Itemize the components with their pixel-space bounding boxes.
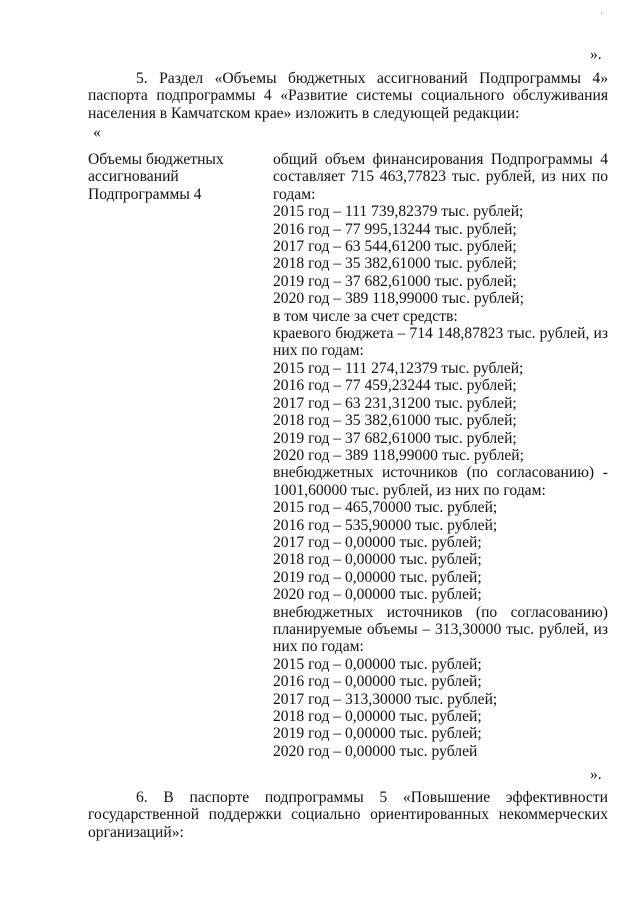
regional-year-2015: 2015 год – 111 274,12379 тыс. рублей; [273, 359, 524, 377]
closing-quote-table: ». [590, 766, 602, 783]
extrabudget-intro: внебюджетных источников (по согласованию) - 1001,60000 тыс. рублей, из них по годам: [273, 464, 608, 499]
regional-budget-intro: краевого бюджета – 714 148,87823 тыс. рублей, из них по годам: [273, 325, 608, 360]
extrabudget-year-2016: 2016 год – 535,90000 тыс. рублей; [273, 516, 498, 534]
extrabudget-year-2020: 2020 год – 0,00000 тыс. рублей; [273, 586, 482, 604]
section-5-paragraph: 5. Раздел «Объемы бюджетных ассигнований Подпрограммы 4» паспорта подпрограммы 4 «Развитие системы социального обслуживания населения в Камчатском крае» изложить в следующей редакции: [88, 70, 608, 122]
regional-year-2016: 2016 год – 77 459,23244 тыс. рублей; [273, 377, 517, 395]
scan-mark: · [600, 8, 603, 18]
closing-quote-top: ». [590, 46, 602, 63]
total-year-2020: 2020 год – 389 118,99000 тыс. рублей; [273, 290, 524, 308]
table-right-content [273, 151, 608, 760]
total-financing-intro: общий объем финансирования Подпрограммы 4 составляет 715 463,77823 тыс. рублей, из них по годам: [273, 151, 608, 203]
planned-year-2015: 2015 год – 0,00000 тыс. рублей; [273, 655, 482, 673]
section-6-paragraph: 6. В паспорте подпрограммы 5 «Повышение эффективности государственной поддержки социально ориентированных некоммерческих организаций»: [88, 789, 608, 841]
extrabudget-year-2018: 2018 год – 0,00000 тыс. рублей; [273, 551, 482, 569]
regional-year-2018: 2018 год – 35 382,61000 тыс. рублей; [273, 412, 517, 430]
planned-year-2016: 2016 год – 0,00000 тыс. рублей; [273, 673, 482, 691]
total-year-2016: 2016 год – 77 995,13244 тыс. рублей; [273, 220, 517, 238]
total-year-2015: 2015 год – 111 739,82379 тыс. рублей; [273, 203, 524, 221]
extrabudget-planned-intro: внебюджетных источников (по согласованию) планируемые объемы – 313,30000 тыс. рублей, из них по годам: [273, 603, 608, 656]
extrabudget-year-2017: 2017 год – 0,00000 тыс. рублей; [273, 533, 482, 551]
planned-year-2018: 2018 год – 0,00000 тыс. рублей; [273, 708, 482, 725]
regional-year-2020: 2020 год – 389 118,99000 тыс. рублей; [273, 446, 524, 464]
planned-year-2019: 2019 год – 0,00000 тыс. рублей; [273, 725, 482, 743]
total-year-2018: 2018 год – 35 382,61000 тыс. рублей; [273, 255, 517, 273]
opening-quote: « [93, 124, 101, 141]
regional-year-2017: 2017 год – 63 231,31200 тыс. рублей; [273, 394, 517, 412]
table-left-label: Объемы бюджетных ассигнований Подпрограммы 4 [88, 151, 224, 203]
planned-year-2020: 2020 год – 0,00000 тыс. рублей [273, 742, 478, 760]
extrabudget-year-2019: 2019 год – 0,00000 тыс. рублей; [273, 568, 482, 586]
including-label: в том числе за счет средств: [273, 307, 458, 325]
total-year-2019: 2019 год – 37 682,61000 тыс. рублей; [273, 272, 517, 290]
total-year-2017: 2017 год – 63 544,61200 тыс. рублей; [273, 238, 517, 256]
regional-year-2019: 2019 год – 37 682,61000 тыс. рублей; [273, 429, 517, 447]
planned-year-2017: 2017 год – 313,30000 тыс. рублей; [273, 690, 498, 708]
extrabudget-year-2015: 2015 год – 465,70000 тыс. рублей; [273, 499, 498, 517]
